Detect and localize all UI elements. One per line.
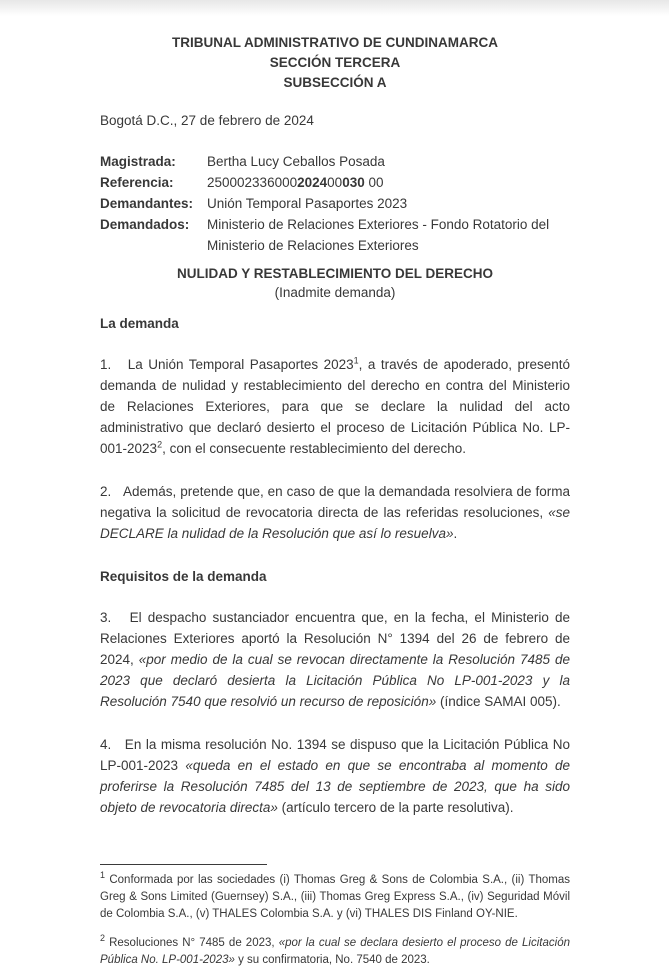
paragraph-4: [100, 734, 570, 818]
footnote-ref-1: 1: [353, 355, 359, 366]
footnote-1: [100, 872, 570, 923]
footnotes-block: [100, 864, 570, 969]
demandantes-value: Unión Temporal Pasaportes 2023: [207, 196, 408, 211]
paragraph-2-text: 2. Además, pretende que, en caso de que la demandada resolviera de forma negativa la solicitud de revocatoria directa de las referidas resoluciones,: [100, 484, 570, 520]
referencia-part: 00: [364, 175, 384, 190]
paragraph-1-text: 1. La Unión Temporal Pasaportes 2023: [100, 357, 354, 372]
footnote-2: [100, 935, 570, 969]
date-line: Bogotá D.C., 27 de febrero de 2024: [100, 113, 314, 128]
paragraph-2: [100, 481, 570, 544]
referencia-part-bold: 2024: [297, 175, 328, 190]
paragraph-4-quote: «queda en el estado en que se encontraba al momento de proferirse la Resolución 7485 del 13 de septiembre de 2023, que ha sido objeto de revocatoria directa»: [100, 758, 571, 815]
footnote-2-text: y su confirmatoria, No. 7540 de 2023.: [234, 954, 430, 966]
referencia-label: Referencia:: [100, 175, 174, 190]
footnote-1-marker: 1: [100, 870, 106, 881]
paragraph-4-text: 4. En la misma resolución No. 1394 se dispuso que la Licitación Pública No LP-001-2023: [100, 737, 570, 773]
subject-subtitle: (Inadmite demanda): [274, 285, 396, 300]
paragraph-1-text: , a través de apoderado, presentó demanda de nulidad y restablecimiento del derecho en contra del Ministerio de Relaciones Exteriores, para que se declare la nulidad del acto administrativo que declaró desierto el proceso de Licitación Pública No. LP-001-2023: [100, 357, 571, 456]
footnote-2-quote: «por la cual se declara desierto el proceso de Licitación Pública No. LP-001-2023»: [100, 937, 570, 966]
magistrada-value: Bertha Lucy Ceballos Posada: [207, 154, 385, 169]
paragraph-3-quote: «por medio de la cual se revocan directamente la Resolución 7485 de 2023 que declaró desierta la Licitación Pública No LP-001-2023 y la Resolución 7540 que resolvió un recurso de reposición»: [100, 652, 570, 709]
demandantes-label: Demandantes:: [100, 196, 194, 211]
referencia-part: 250002336000: [207, 175, 298, 190]
demandados-label: Demandados:: [100, 217, 190, 232]
paragraph-1-text: , con el consecuente restablecimiento del derecho.: [162, 441, 467, 456]
footnote-2-text: Resoluciones N° 7485 de 2023,: [105, 937, 279, 949]
case-row-demandantes: [100, 193, 570, 214]
page-top-shadow: [0, 0, 669, 16]
referencia-part-bold: 030: [342, 175, 365, 190]
court-subsection: SUBSECCIÓN A: [283, 75, 387, 90]
court-title: TRIBUNAL ADMINISTRATIVO DE CUNDINAMARCA: [172, 35, 498, 50]
paragraph-4-text: (artículo tercero de la parte resolutiva).: [277, 800, 514, 815]
paragraph-2-quote: «se DECLARE la nulidad de la Resolución que así lo resuelva»: [100, 505, 570, 541]
document-header: [100, 33, 570, 93]
paragraph-2-text: .: [453, 526, 458, 541]
paragraph-3: [100, 607, 570, 712]
case-row-demandados: [100, 214, 570, 256]
subject-title: NULIDAD Y RESTABLECIMIENTO DEL DERECHO: [176, 266, 494, 281]
section-heading-requisitos: Requisitos de la demanda: [100, 569, 267, 584]
referencia-part: 00: [327, 175, 343, 190]
demandados-value: Ministerio de Relaciones Exteriores - Fondo Rotatorio del Ministerio de Relaciones Exteriores: [207, 217, 550, 253]
footnote-2-marker: 2: [100, 933, 106, 944]
paragraph-1: [100, 354, 570, 459]
court-section: SECCIÓN TERCERA: [269, 55, 401, 70]
section-heading-la-demanda: La demanda: [100, 316, 179, 331]
case-info-block: [100, 151, 570, 256]
paragraph-3-text: (índice SAMAI 005).: [436, 694, 561, 709]
magistrada-label: Magistrada:: [100, 154, 176, 169]
referencia-value: [207, 172, 570, 193]
subject-block: [100, 264, 570, 302]
footnote-1-text: Conformada por las sociedades (i) Thomas Greg & Sons de Colombia S.A., (ii) Thomas Greg & Sons Limited (Guernsey) S.A., (iii) Thomas Greg Express S.A., (iv) Seguridad Móvil de Colombia S.A., (v) THALES Colombia S.A. y (vi) THALES DIS Finland OY-NIE.: [100, 874, 570, 920]
footnote-divider: [100, 864, 267, 865]
footnote-ref-2: 2: [157, 439, 163, 450]
case-row-magistrada: [100, 151, 570, 172]
paragraph-3-text: 3. El despacho sustanciador encuentra que, en la fecha, el Ministerio de Relaciones Exteriores aportó la Resolución N° 1394 del 26 de febrero de 2024,: [100, 610, 570, 667]
case-row-referencia: [100, 172, 570, 193]
